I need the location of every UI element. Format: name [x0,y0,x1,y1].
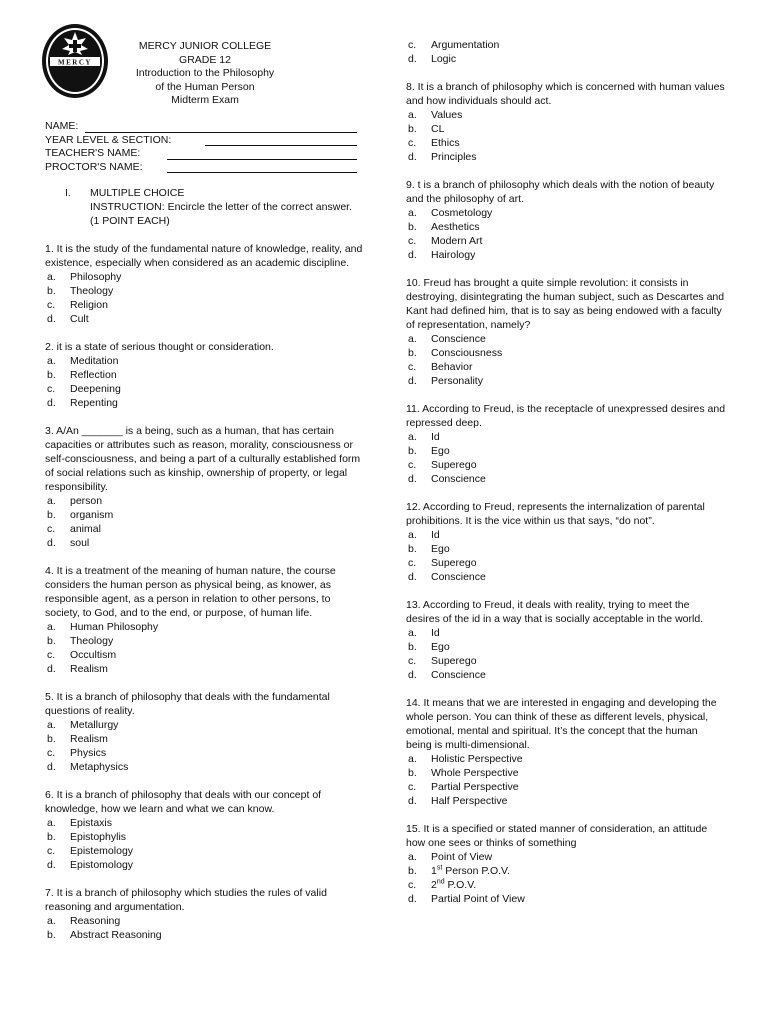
answer-option[interactable] [406,892,726,906]
option-text: Superego [431,459,477,471]
field-line [205,145,357,146]
question-text: 11. According to Freud, is the receptacle of unexpressed desires and repressed deep. [406,403,726,429]
question-text: 13. According to Freud, it deals with reality, trying to meet the desires of the id in a way that is socially acceptable in the world. [406,599,704,625]
answer-option[interactable] [45,718,363,732]
option-letter: d. [47,313,56,325]
option-letter: d. [408,893,417,905]
answer-option[interactable] [406,108,726,122]
option-text: Abstract Reasoning [70,929,162,941]
answer-option[interactable] [406,654,726,668]
field-label: YEAR LEVEL & SECTION: [45,133,172,146]
answer-option[interactable] [406,458,726,472]
answer-option[interactable] [45,284,363,298]
option-letter: d. [408,473,417,485]
option-text: Consciousness [431,347,503,359]
question-item [45,424,363,550]
answer-option[interactable] [406,122,726,136]
option-text: Epistemology [70,845,134,857]
option-text: Philosophy [70,271,122,283]
option-letter: c. [408,39,417,51]
section-title: MULTIPLE CHOICE [90,187,185,199]
exam-title: Midterm Exam [171,94,239,106]
answer-option[interactable] [45,312,363,326]
answer-option[interactable] [406,206,726,220]
answer-option[interactable] [45,494,363,508]
question-item [406,598,726,682]
answer-option[interactable] [45,522,363,536]
option-text: Behavior [431,361,473,373]
option-letter: c. [47,299,56,311]
option-text: Theology [70,285,114,297]
answer-option[interactable] [406,332,726,346]
option-letter: a. [408,431,417,443]
question-item [45,886,363,942]
answer-option[interactable] [45,648,363,662]
option-text: Religion [70,299,108,311]
name-field[interactable] [45,120,360,134]
option-letter: b. [408,221,417,233]
answer-option[interactable] [45,928,363,942]
option-letter: b. [408,347,417,359]
option-letter: b. [47,635,56,647]
option-letter: b. [408,865,417,877]
option-text: Aesthetics [431,221,480,233]
option-letter: a. [408,851,417,863]
teacher-name-field[interactable] [45,147,360,161]
option-letter: a. [47,271,56,283]
option-letter: c. [408,879,417,891]
option-letter: c. [408,781,417,793]
option-letter: d. [408,249,417,261]
option-text: Realism [70,733,108,745]
question-text: 8. It is a branch of philosophy which is concerned with human values and how individuals should act. [406,81,725,107]
option-text: Physics [70,747,107,759]
option-letter: b. [408,543,417,555]
question-text: 7. It is a branch of philosophy which studies the rules of valid reasoning and argumentation. [45,887,327,913]
option-letter: c. [47,383,56,395]
option-text: Partial Perspective [431,781,519,793]
option-text: animal [70,523,101,535]
left-column [45,242,363,956]
option-letter: a. [47,915,56,927]
answer-option[interactable] [45,816,363,830]
question-text: 12. According to Freud, represents the internalization of parental prohibitions. It is the vice within us that says, “do not”. [406,501,705,527]
option-text: Realism [70,663,108,675]
option-letter: a. [408,333,417,345]
answer-option[interactable] [406,570,726,584]
option-text: Superego [431,557,477,569]
option-letter: c. [408,459,417,471]
option-letter: d. [47,537,56,549]
answer-option[interactable] [45,746,363,760]
option-letter: b. [408,123,417,135]
option-text: Id [431,529,440,541]
option-text: Ego [431,543,450,555]
answer-option[interactable] [45,368,363,382]
option-letter: b. [408,641,417,653]
answer-option[interactable] [45,382,363,396]
option-text: Whole Perspective [431,767,519,779]
student-info-fields [45,120,360,174]
section-instruction: INSTRUCTION: Encircle the letter of the correct answer. (1 POINT EACH) [90,201,352,227]
question-text: 4. It is a treatment of the meaning of human nature, the course considers the human person as physical being, as knower, as responsible agent, as a person in relation to other persons, to society, to God, and to the end, or purpose, of human life. [45,565,336,619]
option-text: Conscience [431,333,486,345]
option-letter: c. [408,655,417,667]
option-letter: a. [408,627,417,639]
field-label: PROCTOR'S NAME: [45,160,143,173]
question-item [45,242,363,326]
question-item [406,402,726,486]
option-text: Human Philosophy [70,621,159,633]
option-text: Id [431,431,440,443]
option-text: Metallurgy [70,719,119,731]
year-level-section-field[interactable] [45,134,360,148]
mercy-logo-icon [40,22,110,100]
question-text: 15. It is a specified or stated manner of consideration, an attitude how one sees or thinks of something [406,823,708,849]
answer-option[interactable] [406,360,726,374]
answer-option[interactable] [45,732,363,746]
answer-option[interactable] [45,396,363,410]
answer-option[interactable] [45,914,363,928]
option-text: Argumentation [431,39,500,51]
question-item [45,690,363,774]
question-text: 10. Freud has brought a quite simple revolution: it consists in destroying, disintegrating the human subject, such as Descartes and Kant had defined him, that is to say as being endowed with a faculty of representation, namely? [406,277,725,331]
option-text: Occultism [70,649,117,661]
option-text: Meditation [70,355,119,367]
proctor-name-field[interactable] [45,161,360,175]
question-item [45,788,363,872]
option-text: Principles [431,151,477,163]
section-multiple-choice [45,186,355,228]
option-text: Values [431,109,463,121]
option-text: Logic [431,53,457,65]
answer-option[interactable] [45,620,363,634]
answer-option[interactable] [406,766,726,780]
answer-option[interactable] [406,220,726,234]
option-letter: a. [408,207,417,219]
option-letter: d. [408,375,417,387]
answer-option[interactable] [406,430,726,444]
option-text: Cosmetology [431,207,493,219]
option-letter: d. [408,571,417,583]
option-text: Conscience [431,669,486,681]
option-letter: b. [408,767,417,779]
option-text: person [70,495,103,507]
answer-option[interactable] [406,346,726,360]
answer-option[interactable] [406,150,726,164]
option-letter: c. [408,557,417,569]
question-item [45,340,363,410]
option-letter: c. [47,845,56,857]
answer-option[interactable] [406,374,726,388]
answer-option[interactable] [406,878,726,892]
option-text: Ethics [431,137,460,149]
course-line-2: of the Human Person [155,80,255,93]
question-item [45,564,363,676]
question-text: 5. It is a branch of philosophy that deals with the fundamental questions of reality. [45,691,330,717]
option-letter: d. [408,151,417,163]
answer-option[interactable] [45,508,363,522]
option-text: Modern Art [431,235,483,247]
school-name: MERCY JUNIOR COLLEGE [138,40,272,52]
logo-text: MERCY [58,58,92,67]
answer-option[interactable] [45,536,363,550]
question-item [406,500,726,584]
option-letter: c. [408,137,417,149]
answer-option[interactable] [45,298,363,312]
answer-option[interactable] [406,668,726,682]
answer-option[interactable] [406,626,726,640]
question-text: 1. It is the study of the fundamental nature of knowledge, reality, and existence, especially when considered as an academic discipline. [45,243,363,269]
option-text: 1st Person P.O.V. [431,864,511,877]
question-item [406,276,726,388]
answer-option[interactable] [45,858,363,872]
option-text: Metaphysics [70,761,129,773]
option-letter: c. [47,649,56,661]
answer-option[interactable] [406,248,726,262]
question-item [406,822,726,906]
course-line-1: Introduction to the Philosophy [135,67,275,79]
option-text: Id [431,627,440,639]
option-text: Conscience [431,571,486,583]
option-text: Reasoning [70,915,121,927]
option-text: Personality [431,375,483,387]
option-text: Conscience [431,473,486,485]
answer-option[interactable] [45,760,363,774]
option-text: Ego [431,641,450,653]
option-text: Holistic Perspective [431,753,523,765]
question-text: 2. it is a state of serious thought or consideration. [45,341,274,353]
answer-option[interactable] [45,634,363,648]
answer-option[interactable] [45,830,363,844]
option-text: organism [70,509,114,521]
answer-option[interactable] [406,556,726,570]
option-letter: a. [47,817,56,829]
right-column [406,38,726,920]
answer-option[interactable] [406,864,726,878]
question-text: 6. It is a branch of philosophy that deals with our concept of knowledge, how we learn and what we can know. [45,789,322,815]
option-text: Hairology [431,249,476,261]
answer-option[interactable] [406,528,726,542]
answer-option[interactable] [406,38,726,52]
option-letter: d. [408,795,417,807]
option-letter: a. [47,719,56,731]
option-text: Epistaxis [70,817,113,829]
option-letter: b. [47,285,56,297]
option-text: 2nd P.O.V. [431,878,477,891]
answer-option[interactable] [45,270,363,284]
option-letter: a. [408,529,417,541]
field-line [167,159,357,160]
field-label: TEACHER'S NAME: [45,147,141,159]
option-letter: a. [47,621,56,633]
option-letter: d. [408,53,417,65]
option-text: Theology [70,635,114,647]
option-text: Point of View [431,851,493,863]
answer-option[interactable] [406,234,726,248]
option-text: Epistomology [70,859,134,871]
option-letter: a. [408,109,417,121]
answer-option[interactable] [406,136,726,150]
answer-option[interactable] [45,354,363,368]
question-item [406,696,726,808]
option-letter: c. [408,235,417,247]
answer-option[interactable] [406,752,726,766]
option-letter: b. [47,831,56,843]
option-text: Ego [431,445,450,457]
answer-option[interactable] [406,542,726,556]
question-text: 14. It means that we are interested in engaging and developing the whole person. You can think of these as different levels, physical, emotional, mental and spiritual. It’s the concept that the human being is multi-dimensional. [406,697,717,751]
option-text: Partial Point of View [431,893,525,905]
option-text: Reflection [70,369,117,381]
exam-header [120,40,290,108]
option-letter: d. [408,669,417,681]
question-item [406,38,726,66]
question-text: 9. t is a branch of philosophy which deals with the notion of beauty and the philosophy of art. [406,179,715,205]
option-letter: d. [47,663,56,675]
option-text: Epistophylis [70,831,127,843]
question-text: 3. A/An _______ is a being, such as a human, that has certain capacities or attributes such as reason, morality, consciousness or self-consciousness, and being a part of a culturally established form of social relations such as kinship, ownership of property, or legal responsibility. [45,425,361,493]
option-letter: c. [47,523,56,535]
question-item [406,80,726,164]
answer-option[interactable] [406,472,726,486]
option-letter: b. [47,733,56,745]
field-label: NAME: [45,120,79,132]
answer-option[interactable] [406,850,726,864]
answer-option[interactable] [406,52,726,66]
option-letter: d. [47,761,56,773]
option-letter: c. [408,361,417,373]
field-line [85,132,357,133]
option-letter: c. [47,747,56,759]
option-letter: a. [47,495,56,507]
grade-level: GRADE 12 [179,53,231,66]
option-letter: d. [47,397,56,409]
answer-option[interactable] [406,444,726,458]
answer-option[interactable] [406,640,726,654]
option-letter: d. [47,859,56,871]
option-text: soul [70,537,90,549]
option-text: Repenting [70,397,118,409]
option-letter: b. [47,369,56,381]
field-line [167,172,357,173]
option-text: Cult [70,313,89,325]
answer-option[interactable] [406,780,726,794]
answer-option[interactable] [45,844,363,858]
section-number: I. [65,187,71,199]
option-text: Half Perspective [431,795,508,807]
option-text: Superego [431,655,477,667]
option-text: Deepening [70,383,121,395]
answer-option[interactable] [406,794,726,808]
option-letter: a. [47,355,56,367]
option-letter: b. [47,929,56,941]
question-item [406,178,726,262]
option-text: CL [431,123,445,135]
option-letter: b. [408,445,417,457]
answer-option[interactable] [45,662,363,676]
option-letter: b. [47,509,56,521]
option-letter: a. [408,753,417,765]
